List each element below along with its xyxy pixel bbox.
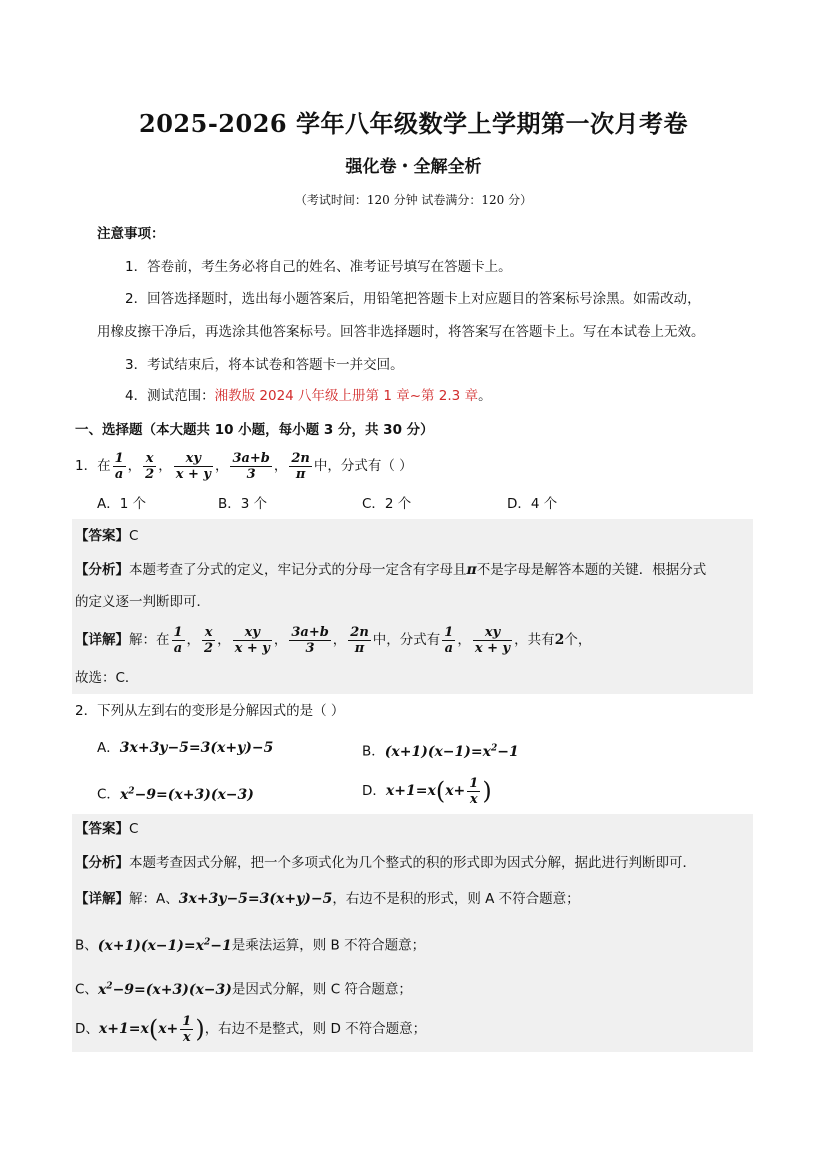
q2-detail-d-suffix: ，右边不是整式，则 D 不符合题意； [204,1021,427,1037]
notice-item-1: 1．答卷前，考生务必将自己的姓名、准考证号填写在答题卡上。 [125,259,512,275]
q2-analysis [75,853,696,873]
q2-option-d: D．x+1=x(x+ $\frac{1}{x}$ ) [362,775,492,807]
fraction-1-over-a: $\frac{1}{a}$ [444,624,454,656]
fraction-1-over-a: $\frac{1}{a}$ [173,624,183,656]
notice-item-2-line-2: 用橡皮擦干净后，再选涂其他答案标号。回答非选择题时，将答案写在答题卡上。写在本试卷上无效。 [97,324,705,340]
q1-option-c: C．2 个 [362,496,412,512]
fraction-xy-over-x-plus-y: $\frac{xy}{x + y}$ [175,450,211,482]
q2-detail-c [75,976,412,1000]
section-heading-note: （本大题共 10 小题，每小题 3 分，共 30 分） [142,422,434,438]
q1-analysis-text-a: 本题考查了分式的定义，牢记分式的分母一定含有字母且 [129,562,467,578]
q1-analysis-line-2: 的定义逐一判断即可． [75,594,210,610]
q2-detail-d-math: x+1=x [98,1021,149,1037]
page-title: 2025-2026 学年八年级数学上学期第一次月考卷 [139,109,688,138]
notice-item-4-prefix: 4．测试范围： [125,388,215,404]
fraction-2n-over-pi: $\frac{2n}{\pi}$ [350,624,369,656]
q1-conclusion: 故选：C． [75,670,139,686]
q1-analysis-label: 【分析】 [75,562,129,578]
notice-item-2-line-1: 2．回答选择题时，选出每小题答案后，用铅笔把答题卡上对应题目的答案标号涂黑。如需改动， [125,291,701,307]
q2-answer [75,819,138,839]
test-range: 湘教版 2024 八年级上册第 1 章~第 2.3 章 [214,388,479,404]
q2-detail-a [75,889,580,909]
fraction-xy-over-x-plus-y: $\frac{xy}{x + y}$ [234,624,270,656]
q2-detail-c-prefix: C、 [75,981,98,998]
notice-item-4 [125,386,492,406]
q2-option-c-label: C． [97,786,120,803]
q1-detail-text-b: 中，分式有 [372,632,441,648]
q2-option-a-label: A． [97,740,120,756]
q2-detail-c-suffix: 是因式分解，则 C 符合题意； [231,981,412,998]
q1-answer [75,526,138,546]
fraction-2n-over-pi: $\frac{2n}{\pi}$ [291,450,310,482]
fraction-3a-plus-b-over-3: $\frac{3a+b}{3}$ [232,450,270,482]
fraction-1-over-x: $\frac{1}{x}$ [469,775,479,807]
q2-detail-d-prefix: D、 [75,1021,99,1037]
q1-answer-value: C [129,528,139,544]
fraction-x-over-2: $\frac{x}{2}$ [204,624,214,656]
q1-detail-label: 【详解】 [75,632,129,648]
exam-info: （考试时间：120 分钟 试卷满分：120 分） [294,193,533,207]
q1-option-d: D．4 个 [507,496,558,512]
q2-detail-label: 【详解】 [75,891,129,907]
fraction-x-over-2: $\frac{x}{2}$ [145,450,155,482]
q2-answer-label: 【答案】 [75,821,129,837]
q2-detail-a-prefix: 解：A、 [129,891,179,907]
q2-option-a-math: 3x+3y−5=3(x+y)−5 [119,740,274,756]
notice-item-3: 3．考试结束后，将本试卷和答题卡一并交回。 [125,357,404,373]
q2-option-b-label: B． [362,743,385,760]
notice-item-4-suffix: 。 [478,388,492,404]
fraction-1-over-a: $\frac{1}{a}$ [114,450,124,482]
q1-detail-text-d: 个， [564,632,592,648]
section-heading-title: 一、选择题 [75,422,143,438]
fraction-xy-over-x-plus-y: $\frac{xy}{x + y}$ [474,624,511,656]
question-1-number: 1．在 [75,458,111,474]
question-1-stem-end: 中，分式有（ ） [313,458,413,474]
q2-analysis-label: 【分析】 [75,855,129,871]
q1-detail-count: 2 [554,632,565,648]
page-subtitle: 强化卷・全解全析 [345,157,482,177]
q1-detail: 【详解】解：在 $\frac{1}{a}$ ， $\frac{x}{2}$ ， $\frac{xy}{x + y}$ ， $\frac{3a+b}{3}$ ， $\frac{2n}{\pi}$ 中，分式有 $\frac{1}{a}$ ， $\frac{xy}{x + y}$ ，共有2个， [75,624,592,656]
q2-option-c-math: $x^2-9=(x+3)(x-3)$ [119,786,254,803]
q2-option-a [97,738,273,758]
question-2-stem: 2．下列从左到右的变形是分解因式的是（ ） [75,703,345,719]
q2-detail-a-suffix: ，右边不是积的形式，则 A 不符合题意； [332,891,580,907]
q2-option-d-label: D． [362,783,386,799]
q2-detail-c-math: $x^2-9=(x+3)(x-3)$ [97,981,232,998]
q1-analysis-text-b: 不是字母是解答本题的关键．根据分式 [476,562,707,578]
q2-detail-b [75,932,425,956]
q2-option-c [97,781,254,805]
q1-option-a: A．1 个 [97,496,147,512]
q2-option-b [362,738,519,762]
q1-detail-text-a: 解：在 [129,632,170,648]
q2-option-d-math: x+1=x [385,783,436,799]
q2-analysis-text: 本题考查因式分解，把一个多项式化为几个整式的积的形式即为因式分解，据此进行判断即可． [129,855,696,871]
q1-option-b: B．3 个 [218,496,268,512]
q1-answer-label: 【答案】 [75,528,129,544]
question-1-stem: 1．在 $\frac{1}{a}$ ， $\frac{x}{2}$ ， $\frac{xy}{x + y}$ ， $\frac{3a+b}{3}$ ， $\frac{2n}{\pi}$ 中，分式有（ ） [75,450,413,482]
q1-analysis-pi: π [466,562,477,578]
q2-detail-b-suffix: 是乘法运算，则 B 不符合题意； [231,937,426,954]
fraction-3a-plus-b-over-3: $\frac{3a+b}{3}$ [291,624,329,656]
q2-detail-b-prefix: B、 [75,937,98,954]
fraction-1-over-x: $\frac{1}{x}$ [182,1013,192,1045]
q1-detail-text-c: ，共有 [514,632,555,648]
section-heading [75,420,434,440]
notice-heading: 注意事项： [97,226,165,242]
q2-answer-value: C [129,821,139,837]
q2-detail-a-math: 3x+3y−5=3(x+y)−5 [178,891,333,907]
q2-option-b-math: $(x+1)(x-1)=x^2-1$ [384,743,519,760]
q1-analysis-line-1 [75,560,706,580]
q2-detail-b-math: $(x+1)(x-1)=x^2-1$ [97,937,232,954]
q2-detail-d: D、x+1=x(x+ $\frac{1}{x}$ )，右边不是整式，则 D 不符合题意； [75,1013,427,1045]
